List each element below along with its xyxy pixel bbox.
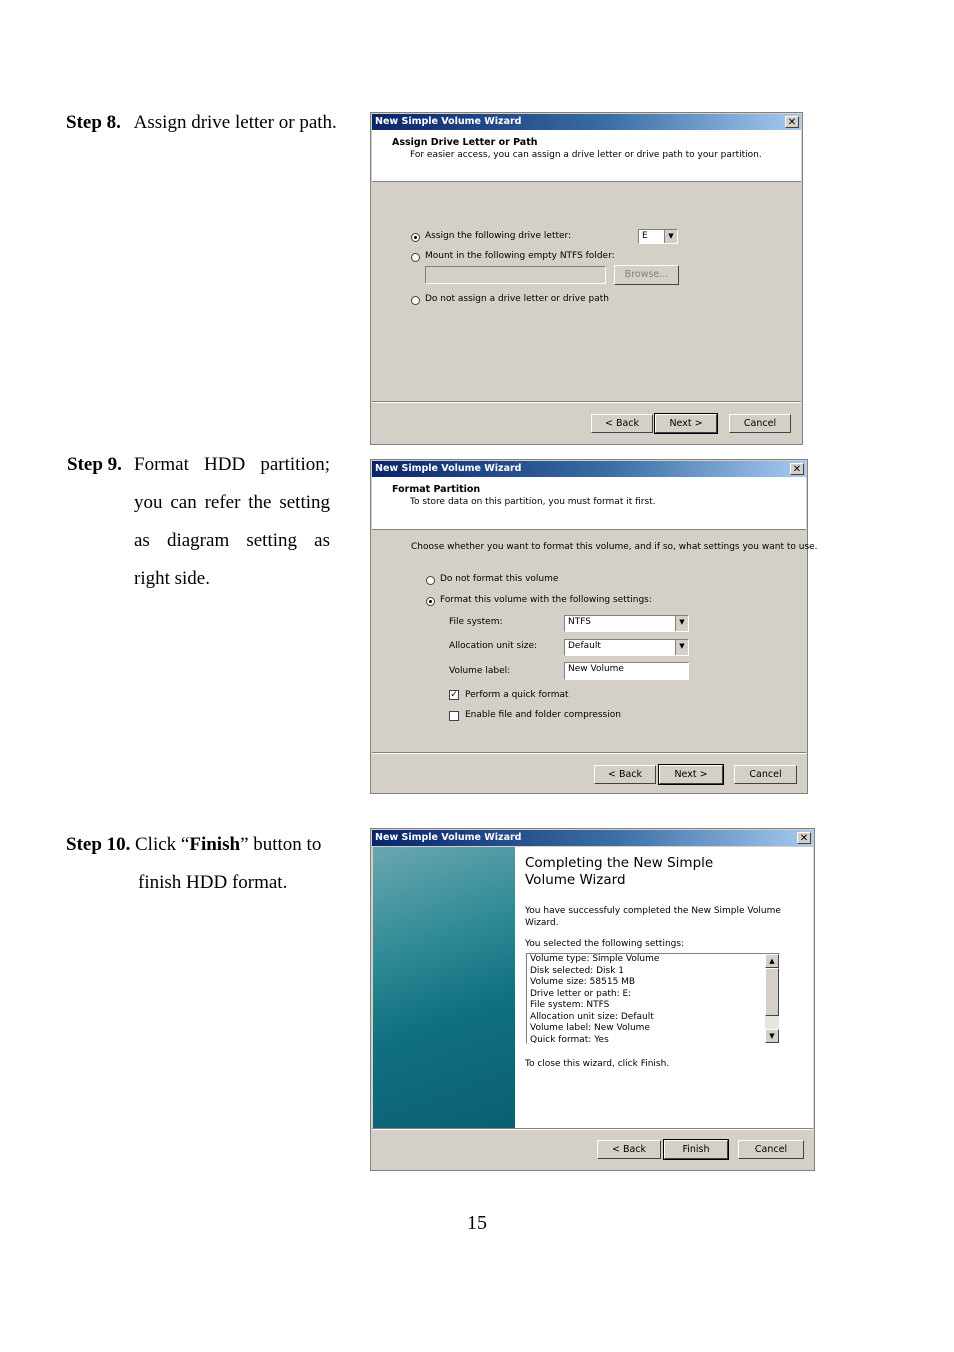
header-description: For easier access, you can assign a drive letter or drive path to your partition. xyxy=(410,150,762,160)
dialog-title-bar: New Simple Volume Wizard ✕ xyxy=(372,114,801,130)
selected-settings-label: You selected the following settings: xyxy=(525,939,685,949)
settings-line: Drive letter or path: E: xyxy=(530,988,632,999)
back-button[interactable]: < Back xyxy=(594,765,656,784)
back-button[interactable]: < Back xyxy=(591,414,653,433)
back-button[interactable]: < Back xyxy=(597,1140,661,1159)
close-icon[interactable]: ✕ xyxy=(797,832,811,844)
no-format-radio[interactable] xyxy=(426,576,435,585)
success-message: You have successfuly completed the New Simple Volume Wizard. xyxy=(525,906,781,928)
format-radio[interactable] xyxy=(426,597,435,606)
format-question: Choose whether you want to format this volume, and if so, what settings you want to use. xyxy=(411,542,818,552)
step-10-label: Step 10. xyxy=(66,834,131,855)
close-icon[interactable]: ✕ xyxy=(790,463,804,475)
cancel-button[interactable]: Cancel xyxy=(738,1140,804,1159)
wizard-header xyxy=(372,477,806,530)
step-8-text xyxy=(66,104,337,142)
chevron-down-icon[interactable]: ▼ xyxy=(664,230,677,243)
page-number: 15 xyxy=(467,1212,487,1234)
drive-letter-select[interactable]: E ▼ xyxy=(638,229,678,244)
settings-line: Allocation unit size: Default xyxy=(530,1011,654,1022)
footer-separator xyxy=(372,401,801,403)
next-button[interactable]: Next > xyxy=(659,765,723,784)
scroll-up-icon[interactable]: ▲ xyxy=(765,954,779,968)
quick-format-checkbox[interactable]: ✓ xyxy=(450,690,458,700)
next-button[interactable]: Next > xyxy=(655,414,717,433)
step-8-label: Step 8. xyxy=(66,112,121,133)
file-system-label: File system: xyxy=(449,617,503,627)
chevron-down-icon[interactable]: ▼ xyxy=(675,616,688,631)
settings-line: File system: NTFS xyxy=(530,1000,610,1010)
settings-scrollbar[interactable] xyxy=(765,954,779,1043)
settings-lines xyxy=(527,954,779,1044)
footer-separator xyxy=(372,752,806,754)
scroll-thumb[interactable] xyxy=(765,968,779,1016)
mount-folder-radio[interactable] xyxy=(411,253,420,262)
quick-format-label: Perform a quick format xyxy=(465,690,569,700)
format-label: Format this volume with the following settings: xyxy=(440,595,652,605)
cancel-button[interactable]: Cancel xyxy=(734,765,797,784)
finish-button[interactable]: Finish xyxy=(664,1140,728,1159)
header-description: To store data on this partition, you must format it first. xyxy=(410,497,656,507)
settings-line: Quick format: Yes xyxy=(530,1034,609,1044)
no-format-label: Do not format this volume xyxy=(440,574,559,584)
close-icon[interactable]: ✕ xyxy=(785,116,799,128)
close-instruction: To close this wizard, click Finish. xyxy=(525,1059,670,1069)
dialog-title-bar: New Simple Volume Wizard ✕ xyxy=(372,461,806,477)
compression-checkbox[interactable] xyxy=(449,711,459,721)
file-system-select[interactable]: NTFS ▼ xyxy=(564,615,689,632)
settings-line: Volume type: Simple Volume xyxy=(530,954,660,964)
assign-letter-label: Assign the following drive letter: xyxy=(425,231,572,241)
format-partition-dialog xyxy=(370,459,818,794)
step-9-label: Step 9. xyxy=(67,454,122,475)
assign-letter-radio[interactable] xyxy=(411,233,420,242)
no-letter-label: Do not assign a drive letter or drive path xyxy=(425,294,609,304)
allocation-unit-label: Allocation unit size: xyxy=(449,641,538,651)
compression-label: Enable file and folder compression xyxy=(465,710,621,720)
header-title: Assign Drive Letter or Path xyxy=(392,137,538,148)
completing-wizard-dialog xyxy=(370,828,815,1171)
volume-label-label: Volume label: xyxy=(449,666,511,676)
scroll-down-icon[interactable]: ▼ xyxy=(765,1029,779,1043)
wizard-sidebar-image xyxy=(373,847,515,1128)
no-letter-radio[interactable] xyxy=(411,296,420,305)
completion-heading: Completing the New Simple Volume Wizard xyxy=(525,855,714,888)
folder-path-input[interactable] xyxy=(425,266,606,284)
dialog-title-bar: New Simple Volume Wizard ✕ xyxy=(372,830,813,846)
settings-line: Disk selected: Disk 1 xyxy=(530,965,624,976)
assign-drive-letter-dialog xyxy=(370,112,803,445)
browse-button[interactable]: Browse... xyxy=(614,265,679,285)
settings-line: Volume label: New Volume xyxy=(530,1023,650,1033)
step-8-description: Assign drive letter or path. xyxy=(133,112,337,133)
step-9-description: Format HDD partition; you can refer the setting as diagram setting as right side. xyxy=(134,454,330,589)
wizard-header xyxy=(372,130,801,182)
settings-listbox[interactable] xyxy=(526,953,780,1044)
header-title: Format Partition xyxy=(392,484,481,495)
settings-line: Volume size: 58515 MB xyxy=(530,977,636,987)
allocation-unit-select[interactable]: Default ▼ xyxy=(564,639,689,656)
mount-folder-label: Mount in the following empty NTFS folder: xyxy=(425,251,615,261)
cancel-button[interactable]: Cancel xyxy=(729,414,791,433)
step-10-description: Click “Finish” button to finish HDD format. xyxy=(135,834,322,893)
volume-label-input[interactable]: New Volume xyxy=(564,662,689,680)
chevron-down-icon[interactable]: ▼ xyxy=(675,640,688,655)
footer-separator xyxy=(372,1128,813,1130)
